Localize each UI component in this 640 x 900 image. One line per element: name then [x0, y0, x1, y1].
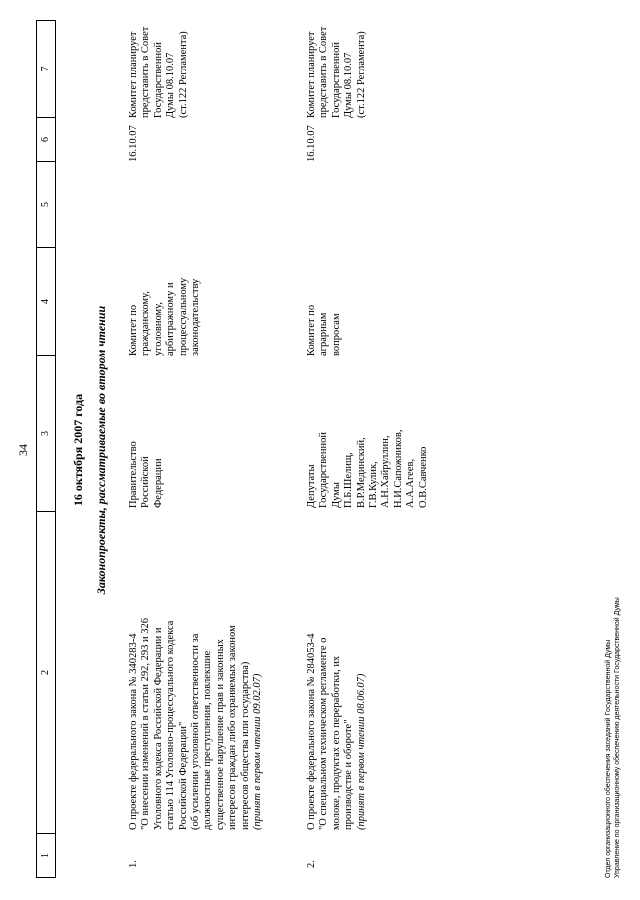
bill-title-line: "О внесении изменений в статьи 292, 293 и 326 [140, 618, 152, 830]
page-number: 34 [16, 444, 30, 456]
bill-title-line: интересов общества или государства) [239, 661, 251, 830]
committee-line: арбитражному и [165, 282, 177, 356]
initiator-line: Депутаты [306, 464, 317, 508]
column-number: 3 [37, 355, 55, 511]
committee-line: Комитет по [128, 304, 139, 356]
initiator-line: Российской [140, 456, 152, 508]
initiator-line: П.Б.Шелищ, [343, 452, 355, 508]
bill-title-line: должностные преступления, повлекшие [202, 650, 214, 830]
section-heading: Законопроекты, рассматриваемые во втором чтении [94, 305, 108, 595]
row-number-cell [306, 834, 318, 878]
remark-cell [128, 0, 190, 118]
column-number: 4 [37, 247, 55, 355]
initiator-line: Г.В.Кулик, [368, 461, 380, 508]
row-number: 2. [306, 860, 317, 868]
footer-directorate: Управление по организационному обеспечению деятельности Государственной Думы [614, 597, 621, 878]
bill-title-cell [306, 514, 368, 830]
column-number: 6 [37, 117, 55, 161]
bill-title-line: Уголовного кодекса Российской Федерации и [152, 627, 164, 830]
initiator-line: В.Р.Мединский, [355, 437, 367, 508]
bill-title-line: интересов граждан либо охраняемых законом [227, 625, 239, 830]
initiator-line: А.Н.Хайруллин, [380, 435, 392, 508]
date-cell [306, 120, 318, 162]
committee-line: законодательству [190, 278, 202, 356]
initiator-cell [128, 390, 165, 508]
initiator-line: Думы [330, 482, 342, 508]
bill-title-line: О проекте федерального закона № 284053-4 [306, 633, 317, 830]
remark-line: Думы 08.10.07 [343, 52, 355, 118]
row-number-cell [128, 834, 140, 878]
review-date: 16.10.07 [128, 125, 139, 162]
column-number: 5 [37, 161, 55, 247]
bill-title-line: Российской Федерации" [177, 721, 189, 830]
remark-cell [306, 0, 368, 118]
committee-line: вопросам [330, 313, 342, 356]
column-number-header [36, 20, 56, 878]
remark-line: Комитет планирует [128, 31, 139, 118]
remark-line: Государственной [152, 42, 164, 118]
bill-title-line: статью 114 Уголовно-процессуального кодекса [165, 620, 177, 830]
remark-line: представить в Совет [140, 26, 152, 118]
committee-cell [306, 256, 343, 356]
remark-line: Думы 08.10.07 [165, 52, 177, 118]
initiator-line: Н.И.Сапожников, [392, 429, 404, 508]
bill-title-line: (об усилении уголовной ответственности за [190, 633, 202, 830]
committee-line: гражданскому, [140, 291, 152, 356]
initiator-line: Правительство [128, 441, 139, 508]
committee-line: уголовному, [152, 302, 164, 356]
column-number: 7 [40, 66, 51, 72]
bill-title-line: О проекте федерального закона № 340283-4 [128, 633, 139, 830]
session-date-heading: 16 октября 2007 года [71, 393, 85, 507]
row-number: 1. [128, 860, 139, 868]
remark-line: Государственной [330, 42, 342, 118]
initiator-line: Государственной [318, 432, 330, 508]
committee-line: аграрным [318, 312, 330, 356]
bill-title-line: молоке, продуктах его переработки, их [330, 655, 342, 830]
committee-line: процессуальному [177, 277, 189, 356]
initiator-cell [306, 390, 430, 508]
bill-title-line: "О специальном техническом регламенте о [318, 637, 330, 830]
footer-department: Отдел организационного обеспечения заседаний Государственной Думы [605, 639, 612, 878]
first-reading-note: (принят в первом чтении 09.02.07) [252, 673, 264, 830]
date-cell [128, 120, 140, 162]
bill-title-line: производстве и обороте" [343, 719, 355, 830]
committee-line: Комитет по [306, 304, 317, 356]
committee-cell [128, 256, 202, 356]
remark-line: (ст.122 Регламента) [177, 31, 189, 118]
remark-line: (ст.122 Регламента) [355, 31, 367, 118]
first-reading-note: (принят в первом чтении 08.06.07) [355, 673, 367, 830]
review-date: 16.10.07 [306, 125, 317, 162]
initiator-line: Федерации [152, 458, 164, 508]
remark-line: представить в Совет [318, 26, 330, 118]
column-number: 2 [37, 511, 55, 833]
column-number: 1 [37, 833, 55, 877]
bill-title-cell [128, 514, 264, 830]
initiator-line: О.В.Савченко [417, 446, 429, 508]
bill-title-line: существенное нарушение прав и законных [214, 639, 226, 830]
remark-line: Комитет планирует [306, 31, 317, 118]
initiator-line: А.А.Агеев, [405, 458, 417, 508]
